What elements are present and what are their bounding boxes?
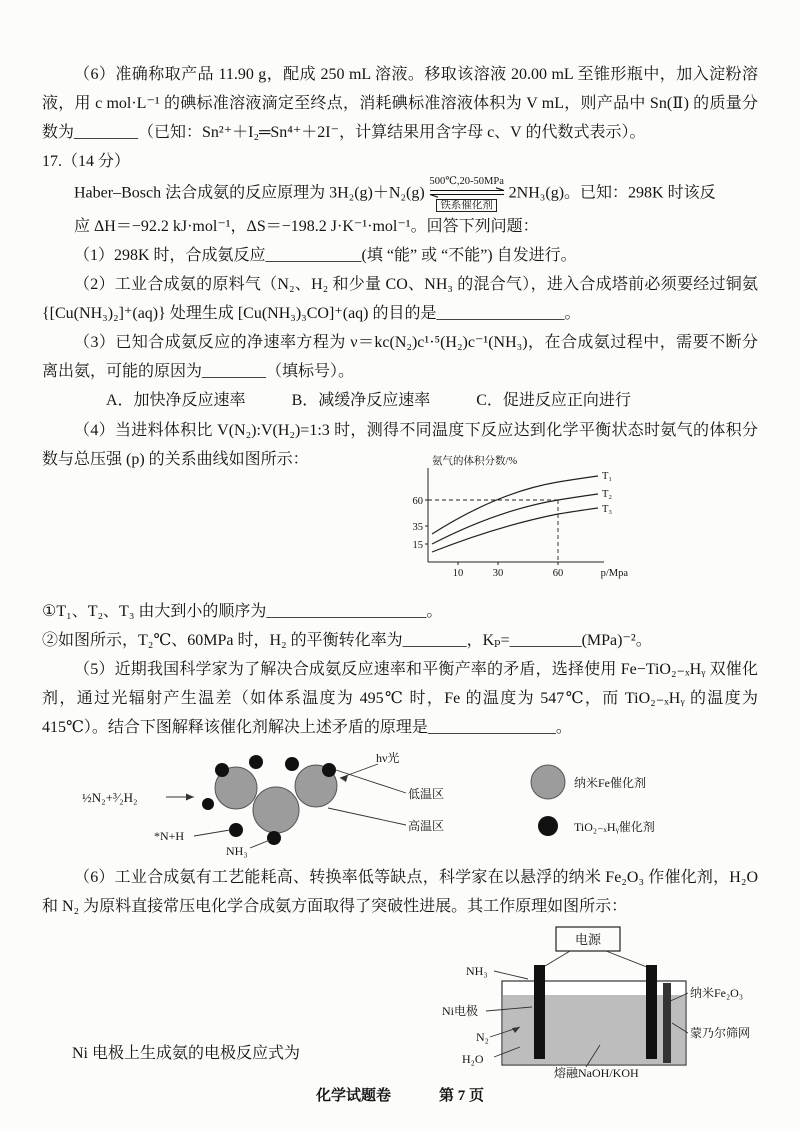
question-17-part1: （1）298K 时，合成氨反应____________(填 “能” 或 “不能”) 自发进行。 <box>74 247 577 265</box>
chart-ytick-15: 15 <box>412 540 423 552</box>
arrow-right-icon <box>186 794 194 801</box>
question-16-part6: （6）准确称取产品 11.90 g，配成 250 mL 溶液。移取该溶液 20.00 mL 至锥形瓶中，加入淀粉溶液，用 c mol·L⁻¹ 的碘标准溶液滴定至终点，消耗碘标准溶液体积为 V mL，则产品中 Sn(Ⅱ) 的质量分数为________（已知：Sn²⁺＋I₂═Sn⁴⁺＋2I⁻，计算结果用含字母 c、V 的代数式表示）。 <box>42 66 758 141</box>
question-17-part4: （4）当进料体积比 V(N₂):V(H₂)=1:3 时，测得不同温度下反应达到化学平衡状态时氨气的体积分数与总压强 (p) 的关系曲线如图所示： <box>42 422 758 469</box>
hot-zone-label: 高温区 <box>408 819 445 834</box>
question-17-intro-line2: 应 ΔH＝−92.2 kJ·mol⁻¹，ΔS＝−198.2 J·K⁻¹·mol⁻¹。回答下列问题： <box>74 218 539 236</box>
tio-particle-icon <box>267 831 281 845</box>
question-17-part3-options <box>42 386 758 416</box>
question-17-part6-tail: Ni 电极上生成氨的电极反应式为 <box>72 1045 301 1063</box>
nh3-label: NH₃ <box>466 964 488 979</box>
curve-label-t3: T₃ <box>602 504 613 516</box>
tio-particle-icon <box>285 757 299 771</box>
question-17-part4-sub1: ①T₁、T₂、T₃ 由大到小的顺序为____________________。 <box>42 603 443 621</box>
electrolysis-cell-figure <box>436 923 758 1084</box>
question-17-part6-bottom <box>42 923 758 1084</box>
power-label: 电源 <box>574 932 602 948</box>
dual-catalyst-figure <box>78 746 758 863</box>
mesh-electrode-bar <box>646 965 657 1059</box>
curve-label-t2: T₂ <box>602 489 613 501</box>
reactants-label: ½N₂+³⁄₂H₂ <box>82 790 138 806</box>
chart-xtick-60: 60 <box>552 568 564 580</box>
question-17-part2: （2）工业合成氨的原料气（N₂、H₂ 和少量 CO、NH₃ 的混合气），进入合成塔前必须要经过铜氨 {[Cu(NH₃)₂]⁺(aq)} 处理生成 [Cu(NH₃)₃CO]⁺(aq) 的目的是________________。 <box>42 276 758 323</box>
option-b: B．减缓净反应速率 <box>291 392 431 410</box>
chart-ytick-35: 35 <box>412 522 423 534</box>
product-label: NH₃ <box>226 844 248 859</box>
ni-electrode-bar <box>534 965 545 1059</box>
fe-nanoparticle-icon <box>253 787 299 833</box>
footer-page-number: 第 7 页 <box>439 1088 485 1104</box>
fe2o3-label: 纳米Fe₂O₃ <box>690 986 744 1001</box>
tio-particle-icon <box>322 763 336 777</box>
reaction-equation-conditions <box>428 176 506 212</box>
legend-fe-label: 纳米Fe催化剂 <box>574 776 647 791</box>
footer-title: 化学试题卷 <box>315 1088 391 1104</box>
question-17-part5: （5）近期我国科学家为了解决合成氨反应速率和平衡产率的矛盾，选择使用 Fe−TiO₂₋ₓHᵧ 双催化剂，通过光辐射产生温差（如体系温度为 495℃ 时，Fe 的温度为 547℃，而 TiO₂₋ₓHᵧ 的温度为 415℃）。结合下图解释该催化剂解决上述矛盾的原理是________________。 <box>42 661 758 737</box>
question-17-part3: （3）已知合成氨反应的净速率方程为 ν＝kc(N₂)c¹·⁵(H₂)c⁻¹(NH₃)，在合成氨过程中，需要不断分离出氨，可能的原因为________（填标号）。 <box>42 334 758 381</box>
option-c: C．促进反应正向进行 <box>476 392 631 410</box>
question-17-intro-line1 <box>42 176 758 212</box>
option-a: A．加快净反应速率 <box>106 392 246 410</box>
reaction-condition-catalyst: 铁系催化剂 <box>436 199 497 212</box>
intro-after: 2NH₃(g)。已知：298K 时该反 <box>508 184 716 202</box>
intro-before: Haber–Bosch 法合成氨的反应原理为 3H₂(g)＋N₂(g) <box>74 184 425 202</box>
tio-particle-icon <box>202 798 214 810</box>
chart-xlabel: p/Mpa <box>600 568 628 580</box>
chart-ytick-60: 60 <box>412 496 423 508</box>
tio-particle-icon <box>215 763 229 777</box>
monel-mesh-bar <box>663 983 671 1063</box>
reaction-condition-top: 500℃,20-50MPa <box>429 176 504 187</box>
question-17-header: 17.（14 分） <box>42 153 131 170</box>
legend-tio-icon <box>538 816 558 836</box>
equilibrium-arrows-icon <box>428 187 506 198</box>
chart-xtick-10: 10 <box>452 568 464 580</box>
legend-fe-icon <box>531 765 565 799</box>
ni-electrode-label: Ni电极 <box>442 1004 479 1019</box>
monel-mesh-label: 蒙乃尔筛网 <box>690 1026 751 1041</box>
intermediate-label: *N+H <box>154 829 185 844</box>
legend-tio-label: TiO₂₋ₓHᵧ催化剂 <box>574 820 655 835</box>
equilibrium-chart <box>378 452 630 595</box>
chart-xtick-30: 30 <box>492 568 504 580</box>
page-footer <box>0 1084 800 1105</box>
electrolyte-label: 熔融NaOH/KOH <box>554 1066 639 1080</box>
question-17-part4-sub2: ②如图所示，T₂℃、60MPa 时，H₂ 的平衡转化率为________，Kₚ=_________(MPa)⁻²。 <box>42 632 652 650</box>
light-label: hν光 <box>376 751 400 766</box>
curve-label-t1: T₁ <box>602 471 613 483</box>
h2o-label: H₂O <box>462 1052 484 1067</box>
question-17-part6: （6）工业合成氨有工艺能耗高、转换率低等缺点，科学家在以悬浮的纳米 Fe₂O₃ 作催化剂，H₂O 和 N₂ 为原料直接常压电化学合成氨方面取得了突破性进展。其工作原理如图所示： <box>42 869 758 916</box>
chart-ylabel: 氨气的体积分数/% <box>432 456 518 468</box>
n2-label: N₂ <box>476 1030 489 1045</box>
tio-particle-icon <box>249 755 263 769</box>
tio-particle-icon <box>229 823 243 837</box>
cold-zone-label: 低温区 <box>408 787 445 802</box>
